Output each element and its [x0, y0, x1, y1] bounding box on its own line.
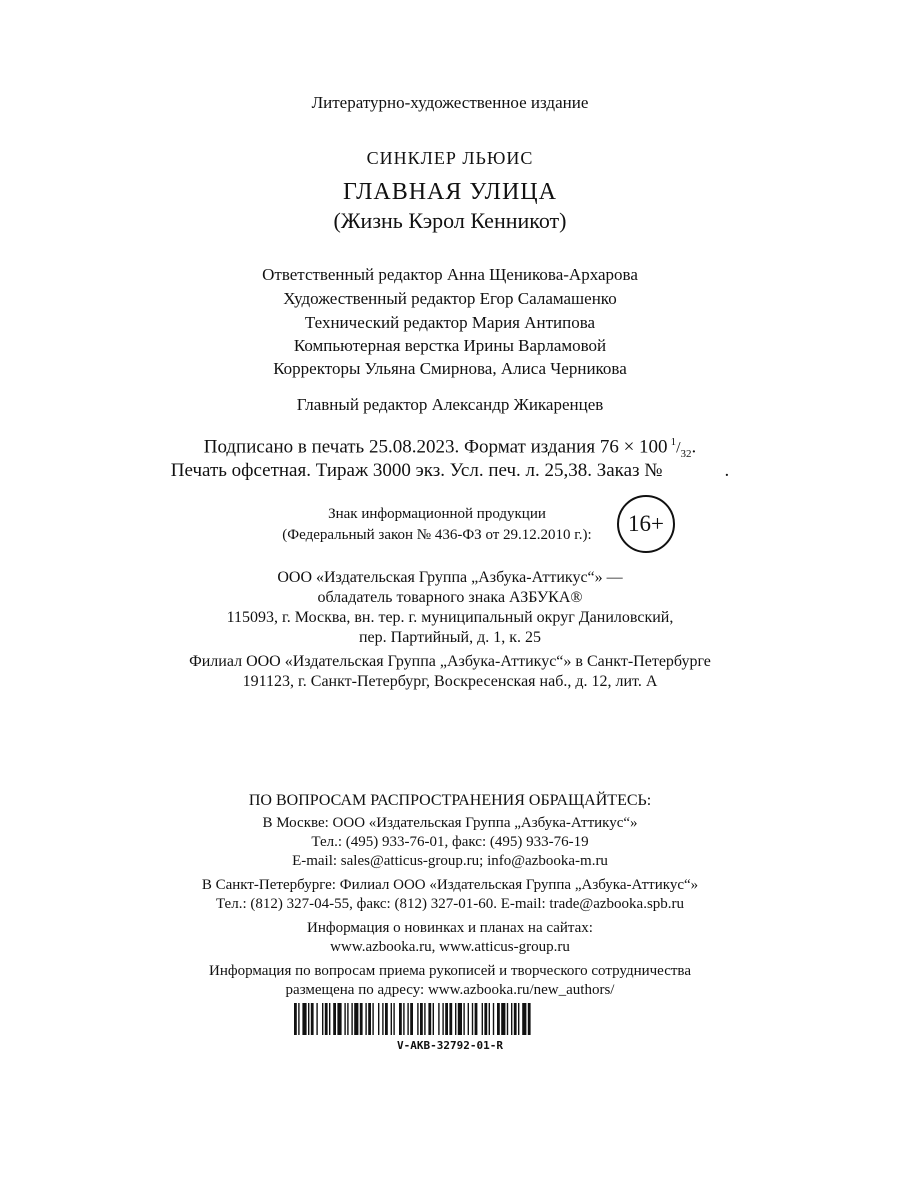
barcode-bar [484, 1003, 487, 1035]
barcode-bar [472, 1003, 473, 1035]
credit-line: Художественный редактор Егор Саламашенко [283, 289, 617, 308]
moscow-contact: Тел.: (495) 933-76-01, факс: (495) 933-76-19 [311, 834, 589, 850]
format-fraction-separator: / [676, 439, 681, 457]
barcode-bar [365, 1003, 366, 1035]
age-rating-label: Знак информационной продукции [328, 506, 546, 522]
barcode [294, 1003, 606, 1035]
age-rating-value: 16+ [628, 511, 664, 536]
barcode-bar [368, 1003, 371, 1035]
chief-editor: Главный редактор Александр Жикаренцев [296, 395, 604, 414]
websites-list: www.azbooka.ru, www.atticus-group.ru [330, 939, 570, 955]
barcode-bar [410, 1003, 413, 1035]
branch-line: Филиал ООО «Издательская Группа „Азбука-Аттикус“» в Санкт-Петербурге [189, 653, 711, 670]
edition-type: Литературно-художественное издание [311, 93, 589, 112]
barcode-bar [399, 1003, 402, 1035]
barcode-bar [514, 1003, 517, 1035]
spb-contact: В Санкт-Петербурге: Филиал ООО «Издательская Группа „Азбука-Аттикус“» [201, 877, 699, 893]
manuscripts-info: Информация по вопросам приема рукописей и творческого сотрудничества [209, 963, 691, 979]
barcode-bar [393, 1003, 394, 1035]
barcode-bar [351, 1003, 352, 1035]
credit-line: Компьютерная верстка Ирины Варламовой [293, 336, 607, 355]
format-fraction-denominator: 32 [680, 448, 692, 461]
barcode-bar [455, 1003, 456, 1035]
credit-line: Ответственный редактор Анна Щеникова-Архарова [262, 265, 638, 284]
age-rating-badge [617, 495, 675, 553]
barcode-bar [294, 1003, 297, 1035]
barcode-bar [322, 1003, 323, 1035]
barcode-bar [433, 1003, 434, 1035]
print-info-end: . [691, 436, 697, 458]
manuscripts-url: размещена по адресу: www.azbooka.ru/new_authors/ [285, 982, 615, 998]
book-subtitle: (Жизнь Кэрол Кенникот) [333, 208, 567, 233]
barcode-bar [445, 1003, 448, 1035]
barcode-bar [347, 1003, 348, 1035]
barcode-bar [333, 1003, 336, 1035]
format-fraction-numerator: 1 [670, 436, 677, 448]
publisher-address: 115093, г. Москва, вн. тер. г. муниципальный округ Даниловский, [226, 609, 674, 626]
barcode-bar [493, 1003, 494, 1035]
barcode-bar [337, 1003, 341, 1035]
barcode-bar [329, 1003, 330, 1035]
barcode-bar [482, 1003, 483, 1035]
publisher-address: пер. Партийный, д. 1, к. 25 [358, 629, 541, 646]
print-info-text: Подписано в печать 25.08.2023. Формат издания 76 × 100 [203, 436, 668, 458]
credit-line: Корректоры Ульяна Смирнова, Алиса Черникова [273, 359, 627, 378]
barcode-bar [403, 1003, 404, 1035]
barcode-bar [360, 1003, 363, 1035]
barcode-bar [518, 1003, 519, 1035]
barcode-bar [382, 1003, 383, 1035]
barcode-bar [438, 1003, 439, 1035]
barcode-bar [311, 1003, 314, 1035]
barcode-bar [316, 1003, 317, 1035]
barcode-bar [522, 1003, 526, 1035]
barcode-bar [424, 1003, 425, 1035]
barcode-bar [344, 1003, 345, 1035]
barcode-bar [497, 1003, 500, 1035]
print-info-end: . [724, 460, 730, 481]
age-rating-law: (Федеральный закон № 436-ФЗ от 29.12.2010 г.): [282, 527, 592, 543]
spb-contact: Тел.: (812) 327-04-55, факс: (812) 327-01-60. E-mail: trade@azbooka.spb.ru [215, 896, 685, 912]
barcode-bar [378, 1003, 379, 1035]
barcode-bar [475, 1003, 478, 1035]
barcode-bar [391, 1003, 392, 1035]
barcode-bar [325, 1003, 328, 1035]
publisher-line: обладатель товарного знака АЗБУКА® [317, 589, 583, 606]
barcode-bar [428, 1003, 431, 1035]
print-info-text: Печать офсетная. Тираж 3000 экз. Усл. печ. л. 25,38. Заказ № [170, 460, 663, 481]
barcode-bar [417, 1003, 418, 1035]
branch-address: 191123, г. Санкт-Петербург, Воскресенская наб., д. 12, лит. А [242, 673, 658, 690]
moscow-email: E-mail: sales@atticus-group.ru; info@azbooka-m.ru [292, 853, 608, 869]
distribution-heading: ПО ВОПРОСАМ РАСПРОСТРАНЕНИЯ ОБРАЩАЙТЕСЬ: [248, 792, 652, 809]
print-info-line-2 [0, 460, 900, 482]
barcode-label: V-AKB-32792-01-R [397, 1039, 503, 1052]
barcode-bar [463, 1003, 464, 1035]
barcode-bar [468, 1003, 469, 1035]
barcode-bar [302, 1003, 306, 1035]
barcode-bar [442, 1003, 443, 1035]
barcode-bar [458, 1003, 462, 1035]
credit-line: Технический редактор Мария Антипова [304, 313, 596, 332]
barcode-bar [420, 1003, 423, 1035]
barcode-bar [354, 1003, 358, 1035]
barcode-bar [507, 1003, 508, 1035]
barcode-bar [385, 1003, 388, 1035]
book-title: ГЛАВНАЯ УЛИЦА [343, 179, 557, 205]
barcode-bar [449, 1003, 452, 1035]
barcode-bar [528, 1003, 531, 1035]
barcode-bar [489, 1003, 490, 1035]
barcode-bar [501, 1003, 505, 1035]
moscow-contact: В Москве: ООО «Издательская Группа „Азбука-Аттикус“» [262, 815, 638, 831]
barcode-bar [298, 1003, 299, 1035]
barcode-bar [308, 1003, 309, 1035]
publisher-line: ООО «Издательская Группа „Азбука-Аттикус“» — [277, 569, 623, 586]
barcode-bar [407, 1003, 408, 1035]
barcode-bar [511, 1003, 512, 1035]
book-author: СИНКЛЕР ЛЬЮИС [366, 148, 534, 168]
print-info-line-1 [0, 436, 900, 460]
barcode-bar [372, 1003, 373, 1035]
websites-info: Информация о новинках и планах на сайтах: [307, 920, 593, 936]
